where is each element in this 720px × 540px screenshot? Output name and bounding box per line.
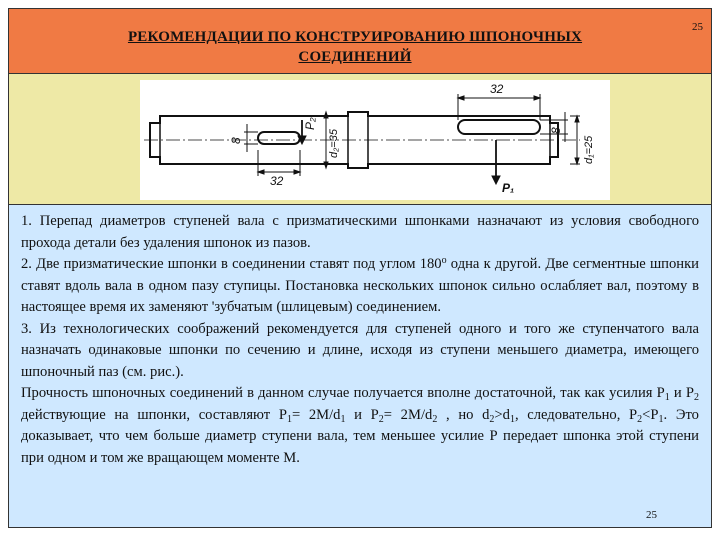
key-slot-right xyxy=(458,120,540,134)
paragraph-3: 3. Из технологических соображений рекомендуется для ступеней одного и того же ступенчатого вала назначать одинаковые шпонки по сечению и длине, исходя из ступени меньшего диаметра, имеющего шпоночный паз (см. рис.). xyxy=(21,320,699,380)
force-p1-label: P₁ xyxy=(502,181,515,195)
slide-number: 25 xyxy=(692,21,703,33)
text-panel xyxy=(8,204,712,528)
body-text xyxy=(21,211,699,469)
force-p2-label: P₂ xyxy=(303,117,317,130)
title-line-1: РЕКОМЕНДАЦИИ ПО КОНСТРУИРОВАНИЮ ШПОНОЧНЫХ xyxy=(127,29,583,45)
paragraph-4: Прочность шпоночных соединений в данном случае получается вполне достаточной, так как усилия $Р_1$ и $Р_2$ действующие на шпонки, составляют $Р_1= 2М/d_1$ и $Р_2= 2М/d_2$ , но $d_2>d_1$, следовательно, $Р_2<Р_1$. Это доказывает, что чем больше диаметр ступени вала, тем меньшее усилие Р передает шпонка этой ступени при одном и том же вращающем моменте М. xyxy=(21,385,699,466)
page-number: 25 xyxy=(646,509,657,521)
dim-right-length: 32 xyxy=(490,82,504,96)
slide-title xyxy=(45,27,665,67)
shaft-drawing xyxy=(140,80,610,200)
paragraph-1: 1. Перепад диаметров ступеней вала с призматическими шпонками назначают из условия свободного прохода детали без удаления шпонок из пазов. xyxy=(21,213,699,251)
header-bar xyxy=(8,8,712,74)
dim-d1: d₁=25 xyxy=(583,135,595,164)
title-line-2: СОЕДИНЕНИЙ xyxy=(298,49,412,65)
dim-d2: d₂=35 xyxy=(328,129,340,158)
paragraph-2: 2. Две призматические шпонки в соединении ставят под углом $180^о$ одна к другой. Две сегментные шпонки ставят вдоль вала в одном пазу ступицы. Постановка нескольких шпонок сильно ослабляет вал, поэтому в настоящее время их заменяют 'зубчатым (шлицевым) соединением. xyxy=(21,255,699,315)
dim-left-width: 8 xyxy=(229,137,243,144)
dim-left-length: 32 xyxy=(270,174,284,188)
key-slot-left xyxy=(258,132,300,144)
dim-right-width: 8 xyxy=(549,127,563,134)
